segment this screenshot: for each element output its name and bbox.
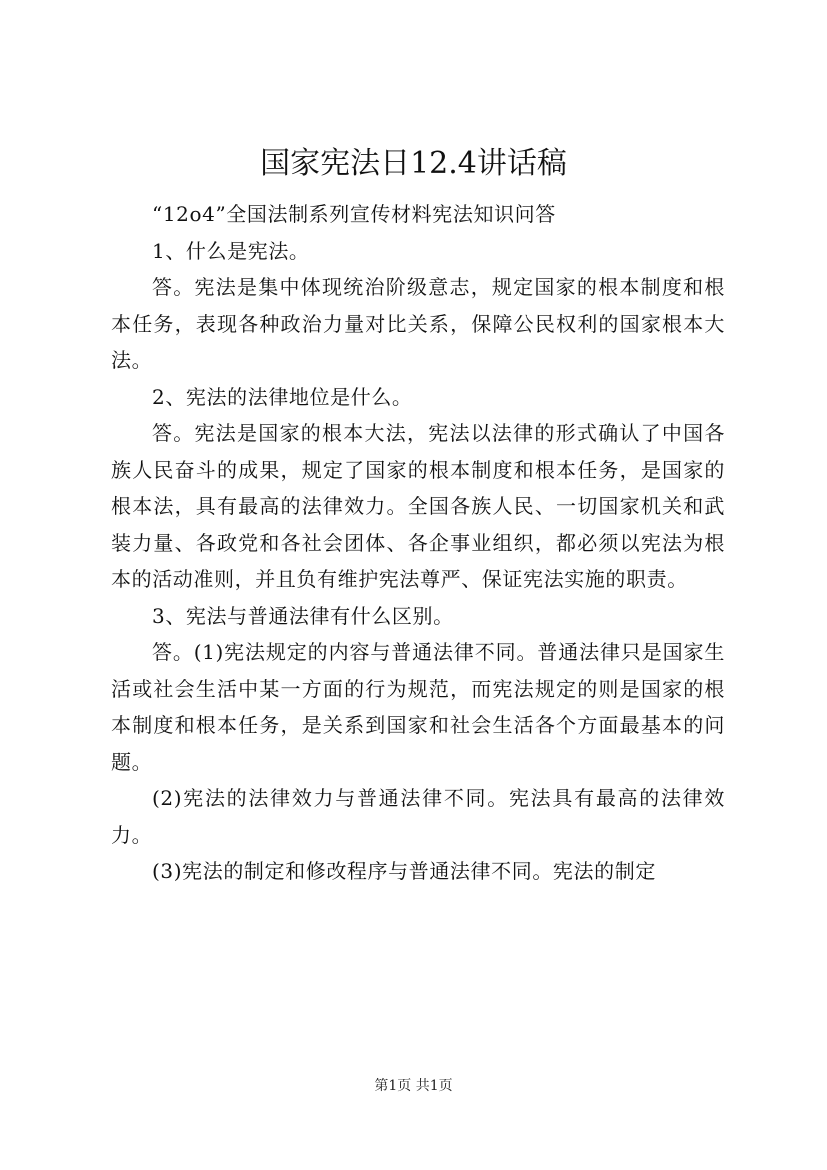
question-1: 1、什么是宪法。	[152, 238, 310, 263]
answer-2: 答。宪法是国家的根本大法，宪法以法律的形式确认了中国各族人民奋斗的成果，规定了国家的根本制度和根本任务，是国家的根本法，具有最高的法律效力。全国各族人民、一切国家机关和武装力量、各政党和各社会团体、各企事业组织，都必须以宪法为根本的活动准则，并且负有维护宪法尊严、保证宪法实施的职责。	[111, 421, 725, 591]
page-number-label: 第1页 共1页	[374, 1078, 453, 1094]
answer-3-part-3: (3)宪法的制定和修改程序与普通法律不同。宪法的制定	[152, 859, 656, 883]
document-title: 国家宪法日12.4讲话稿	[260, 146, 567, 181]
paragraph-subtitle: “12o4”全国法制系列宣传材料宪法知识问答	[152, 202, 556, 226]
answer-3-part-2: (2)宪法的法律效力与普通法律不同。宪法具有最高的法律效力。	[111, 786, 725, 847]
document-body	[111, 196, 725, 890]
answer-1: 答。宪法是集中体现统治阶级意志，规定国家的根本制度和根本任务，表现各种政治力量对比关系，保障公民权利的国家根本大法。	[111, 275, 725, 372]
answer-3-part-1: 答。(1)宪法规定的内容与普通法律不同。普通法律只是国家生活或社会生活中某一方面的行为规范，而宪法规定的则是国家的根本制度和根本任务，是关系到国家和社会生活各个方面最基本的问题。	[111, 640, 725, 774]
question-2: 2、宪法的法律地位是什么。	[152, 384, 413, 409]
page-footer	[0, 1076, 827, 1096]
question-3: 3、宪法与普通法律有什么区别。	[152, 603, 454, 628]
